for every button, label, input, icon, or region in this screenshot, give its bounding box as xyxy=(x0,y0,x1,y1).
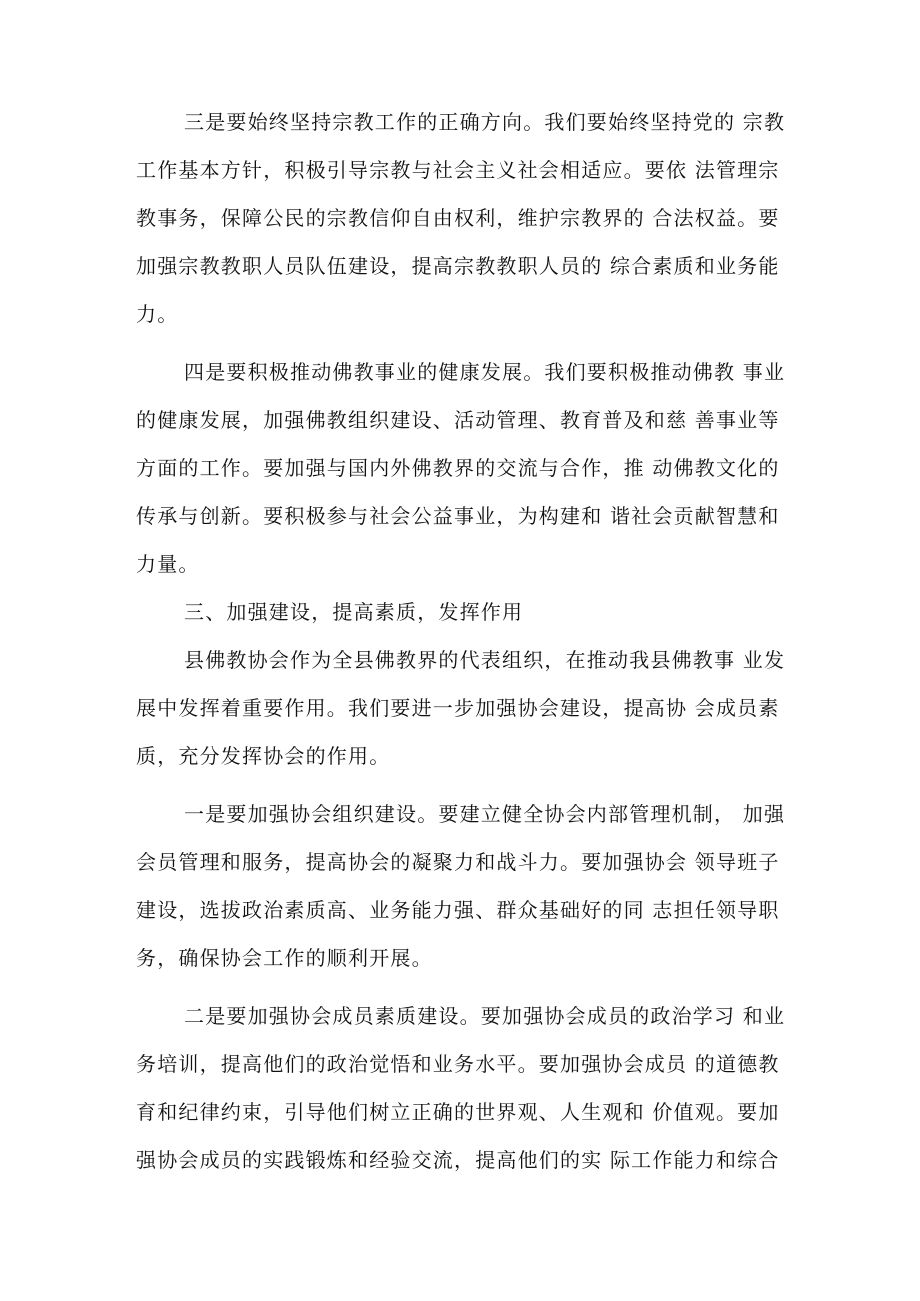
paragraph-line: 二是要加强协会成员素质建设。要加强协会成员的政治学习 和业 xyxy=(184,1004,786,1028)
paragraph-line: 展中发挥着重要作用。我们要进一步加强协会建设，提高协 会成员素 xyxy=(136,696,780,720)
paragraph-line: 力量。 xyxy=(136,552,200,576)
paragraph-line: 工作基本方针，积极引导宗教与社会主义社会相适应。要依 法管理宗 xyxy=(136,158,780,182)
paragraph-line: 育和纪律约束，引导他们树立正确的世界观、人生观和 价值观。要加 xyxy=(136,1100,780,1124)
paragraph-line: 三是要始终坚持宗教工作的正确方向。我们要始终坚持党的 宗教 xyxy=(184,110,786,134)
paragraph-line: 务培训，提高他们的政治觉悟和业务水平。要加强协会成员 的道德教 xyxy=(136,1052,780,1076)
paragraph-line: 质，充分发挥协会的作用。 xyxy=(136,744,391,768)
paragraph-line: 加强宗教教职人员队伍建设，提高宗教教职人员的 综合素质和业务能 xyxy=(136,254,780,278)
paragraph-line: 务，确保协会工作的顺利开展。 xyxy=(136,946,433,970)
section-heading: 三、加强建设，提高素质，发挥作用 xyxy=(184,600,524,624)
paragraph-line: 的健康发展，加强佛教组织建设、活动管理、教育普及和慈 善事业等 xyxy=(136,408,780,432)
paragraph-line: 传承与创新。要积极参与社会公益事业，为构建和 谐社会贡献智慧和 xyxy=(136,504,780,528)
paragraph-line: 方面的工作。要加强与国内外佛教界的交流与合作，推 动佛教文化的 xyxy=(136,456,780,480)
paragraph-line: 一是要加强协会组织建设。要建立健全协会内部管理机制， 加强 xyxy=(184,802,786,826)
paragraph-line: 县佛教协会作为全县佛教界的代表组织，在推动我县佛教事 业发 xyxy=(184,648,786,672)
paragraph-line: 力。 xyxy=(136,302,179,326)
paragraph-line: 建设，选拔政治素质高、业务能力强、群众基础好的同 志担任领导职 xyxy=(136,898,780,922)
paragraph-line: 教事务，保障公民的宗教信仰自由权利，维护宗教界的 合法权益。要 xyxy=(136,206,780,230)
paragraph-line: 四是要积极推动佛教事业的健康发展。我们要积极推动佛教 事业 xyxy=(184,360,786,384)
paragraph-line: 强协会成员的实践锻炼和经验交流，提高他们的实 际工作能力和综合 xyxy=(136,1148,780,1172)
paragraph-line: 会员管理和服务，提高协会的凝聚力和战斗力。要加强协会 领导班子 xyxy=(136,850,780,874)
